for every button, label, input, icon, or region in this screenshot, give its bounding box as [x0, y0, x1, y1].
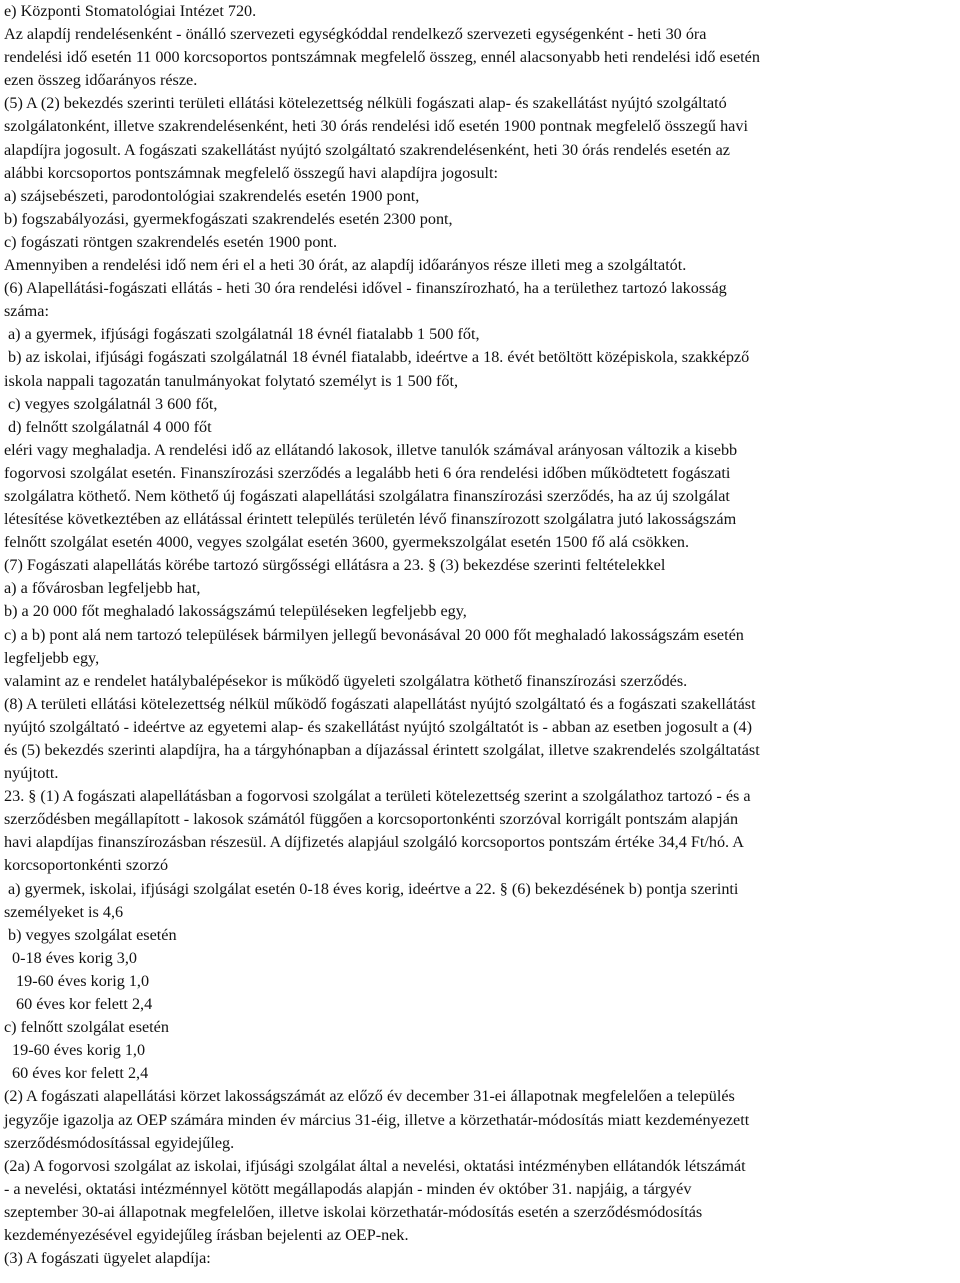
text-line: c) felnőtt szolgálat esetén — [4, 1018, 169, 1037]
text-line: alapdíjra jogosult. A fogászati szakellátást nyújtó szolgáltató szakrendelésenként, heti 30 órás rendelés esetén az — [4, 140, 730, 159]
text-line: eléri vagy meghaladja. A rendelési idő az ellátandó lakosok, illetve tanulók számával arányosan változik a kisebb — [4, 440, 738, 459]
text-line: (7) Fogászati alapellátás körébe tartozó sürgősségi ellátásra a 23. § (3) bekezdése szerinti feltételekkel — [4, 556, 666, 575]
text-line: valamint az e rendelet hatálybalépésekor is működő ügyeleti szolgálatra köthető finanszírozási szerződés. — [4, 671, 688, 690]
text-line: legfeljebb egy, — [4, 648, 100, 667]
text-line: b) vegyes szolgálat esetén — [8, 925, 177, 944]
text-line: (3) A fogászati ügyelet alapdíja: — [4, 1249, 211, 1268]
text-line: a) a fővárosban legfeljebb hat, — [4, 579, 201, 598]
text-line: fogorvosi szolgálat esetén. Finanszírozási szerződés a legalább heti 6 óra rendelési időben működtetett fogászati — [4, 463, 731, 482]
text-line: c) a b) pont alá nem tartozó települések bármilyen jellegű bevonásával 20 000 főt meghaladó lakosságszám esetén — [4, 625, 744, 644]
text-line: 60 éves kor felett 2,4 — [12, 1064, 149, 1083]
text-line: szeptember 30-ai állapotnak megfelelően, illetve iskolai körzethatár-módosítás esetén a szerződésmódosítás — [4, 1202, 703, 1221]
text-line: rendelési idő esetén 11 000 korcsoportos pontszámnak megfelelő összeg, ennél alacsonyabb heti rendelési idő esetén — [4, 48, 760, 67]
text-line: - a nevelési, oktatási intézménnyel kötött megállapodás alapján - minden év október 31. napjáig, a tárgyév — [4, 1179, 692, 1198]
text-line: c) fogászati röntgen szakrendelés esetén 1900 pont. — [4, 232, 338, 251]
text-line: a) szájsebészeti, parodontológiai szakrendelés esetén 1900 pont, — [4, 186, 420, 205]
text-line: c) vegyes szolgálatnál 3 600 főt, — [8, 394, 218, 413]
text-line: b) fogszabályozási, gyermekfogászati szakrendelés esetén 2300 pont, — [4, 209, 453, 228]
text-line: Amennyiben a rendelési idő nem éri el a heti 30 órát, az alapdíj időarányos része illeti meg a szolgáltatót. — [4, 256, 687, 275]
text-line: (2) A fogászati alapellátási körzet lakosságszámát az előző év december 31-ei állapotnak megfelelően a település — [4, 1087, 735, 1106]
text-line: havi alapdíjas finanszírozásban részesül. A díjfizetés alapjául szolgáló korcsoportos pontszám értéke 34,4 Ft/hó. A — [4, 833, 744, 852]
text-line: személyeket is 4,6 — [4, 902, 124, 921]
text-line: kezdeményezésével egyidejűleg írásban bejelenti az OEP-nek. — [4, 1225, 409, 1244]
text-line: a) a gyermek, ifjúsági fogászati szolgálatnál 18 évnél fiatalabb 1 500 főt, — [8, 325, 480, 344]
text-line: 23. § (1) A fogászati alapellátásban a fogorvosi szolgálat a területi kötelezettség szerint a szolgálathoz tartozó - és a — [4, 787, 751, 806]
text-line: alábbi korcsoportos pontszámnak megfelelő összegű havi alapdíjra jogosult: — [4, 163, 499, 182]
text-line: d) felnőtt szolgálatnál 4 000 főt — [8, 417, 212, 436]
text-line: korcsoportonkénti szorzó — [4, 856, 169, 875]
text-line: létesítése következtében az ellátással érintett település területén lévő finanszírozott szolgálatra jutó lakosságszám — [4, 510, 737, 529]
text-line: felnőtt szolgálat esetén 4000, vegyes szolgálat esetén 3600, gyermekszolgálat esetén 1500 fő alá csökken. — [4, 533, 690, 552]
text-line: iskola nappali tagozatán tanulmányokat folytató személyt is 1 500 főt, — [4, 371, 459, 390]
text-line: szolgálatonként, illetve szakrendelésenként, heti 30 órás rendelési idő esetén 1900 pontnak megfelelő összegű havi — [4, 117, 748, 136]
text-line: (8) A területi ellátási kötelezettség nélkül működő fogászati alapellátást nyújtó szolgáltató és a fogászati szakellátást — [4, 694, 756, 713]
text-line: nyújtott. — [4, 764, 59, 783]
text-line: 19-60 éves korig 1,0 — [12, 1041, 146, 1060]
text-line: (2a) A fogorvosi szolgálat az iskolai, ifjúsági szolgálat által a nevelési, oktatási intézményben ellátandók létszámát — [4, 1156, 746, 1175]
text-line: jegyzője igazolja az OEP számára minden év március 31-éig, illetve a körzethatár-módosítás miatt kezdeményezett — [4, 1110, 750, 1129]
text-line: szolgálatra köthető. Nem köthető új fogászati alapellátási szolgálatra finanszírozási szerződés, ha az új szolgálat — [4, 486, 730, 505]
text-line: száma: — [4, 302, 49, 321]
text-line: (6) Alapellátási-fogászati ellátás - heti 30 óra rendelési idővel - finanszírozható, ha a területhez tartozó lakosság — [4, 279, 727, 298]
text-line: 60 éves kor felett 2,4 — [16, 995, 153, 1014]
text-line: b) az iskolai, ifjúsági fogászati szolgálatnál 18 évnél fiatalabb, ideértve a 18. évét betöltött középiskola, szakképző — [8, 348, 750, 367]
text-line: (5) A (2) bekezdés szerinti területi ellátási kötelezettség nélküli fogászati alap- és szakellátást nyújtó szolgáltató — [4, 94, 727, 113]
text-line: e) Központi Stomatológiai Intézet 720. — [4, 2, 257, 20]
text-line: 0-18 éves korig 3,0 — [12, 948, 137, 967]
text-line: nyújtó szolgáltató - ideértve az egyetemi alap- és szakellátást nyújtó szolgáltatót is - abban az esetben jogosult a (4) — [4, 717, 752, 736]
text-line: ezen összeg időarányos része. — [4, 71, 198, 90]
text-line: b) a 20 000 főt meghaladó lakosságszámú településeken legfeljebb egy, — [4, 602, 467, 621]
text-line: a) gyermek, iskolai, ifjúsági szolgálat esetén 0-18 éves korig, ideértve a 22. § (6) bekezdésének b) pontja szerinti — [8, 879, 739, 898]
text-line: szerződésben megállapított - lakosok számától függően a korcsoportonkénti szorzóval korrigált pontszám alapján — [4, 810, 739, 829]
text-line: és (5) bekezdés szerinti alapdíjra, ha a tárgyhónapban a díjazással érintett szolgálat, illetve szakrendelés szolgáltatást — [4, 741, 760, 759]
text-line: szerződésmódosítással egyidejűleg. — [4, 1133, 235, 1152]
text-line: Az alapdíj rendelésenként - önálló szervezeti egységkóddal rendelkező szervezeti egységenként - heti 30 óra — [4, 25, 707, 44]
text-line: 19-60 éves korig 1,0 — [16, 971, 150, 990]
